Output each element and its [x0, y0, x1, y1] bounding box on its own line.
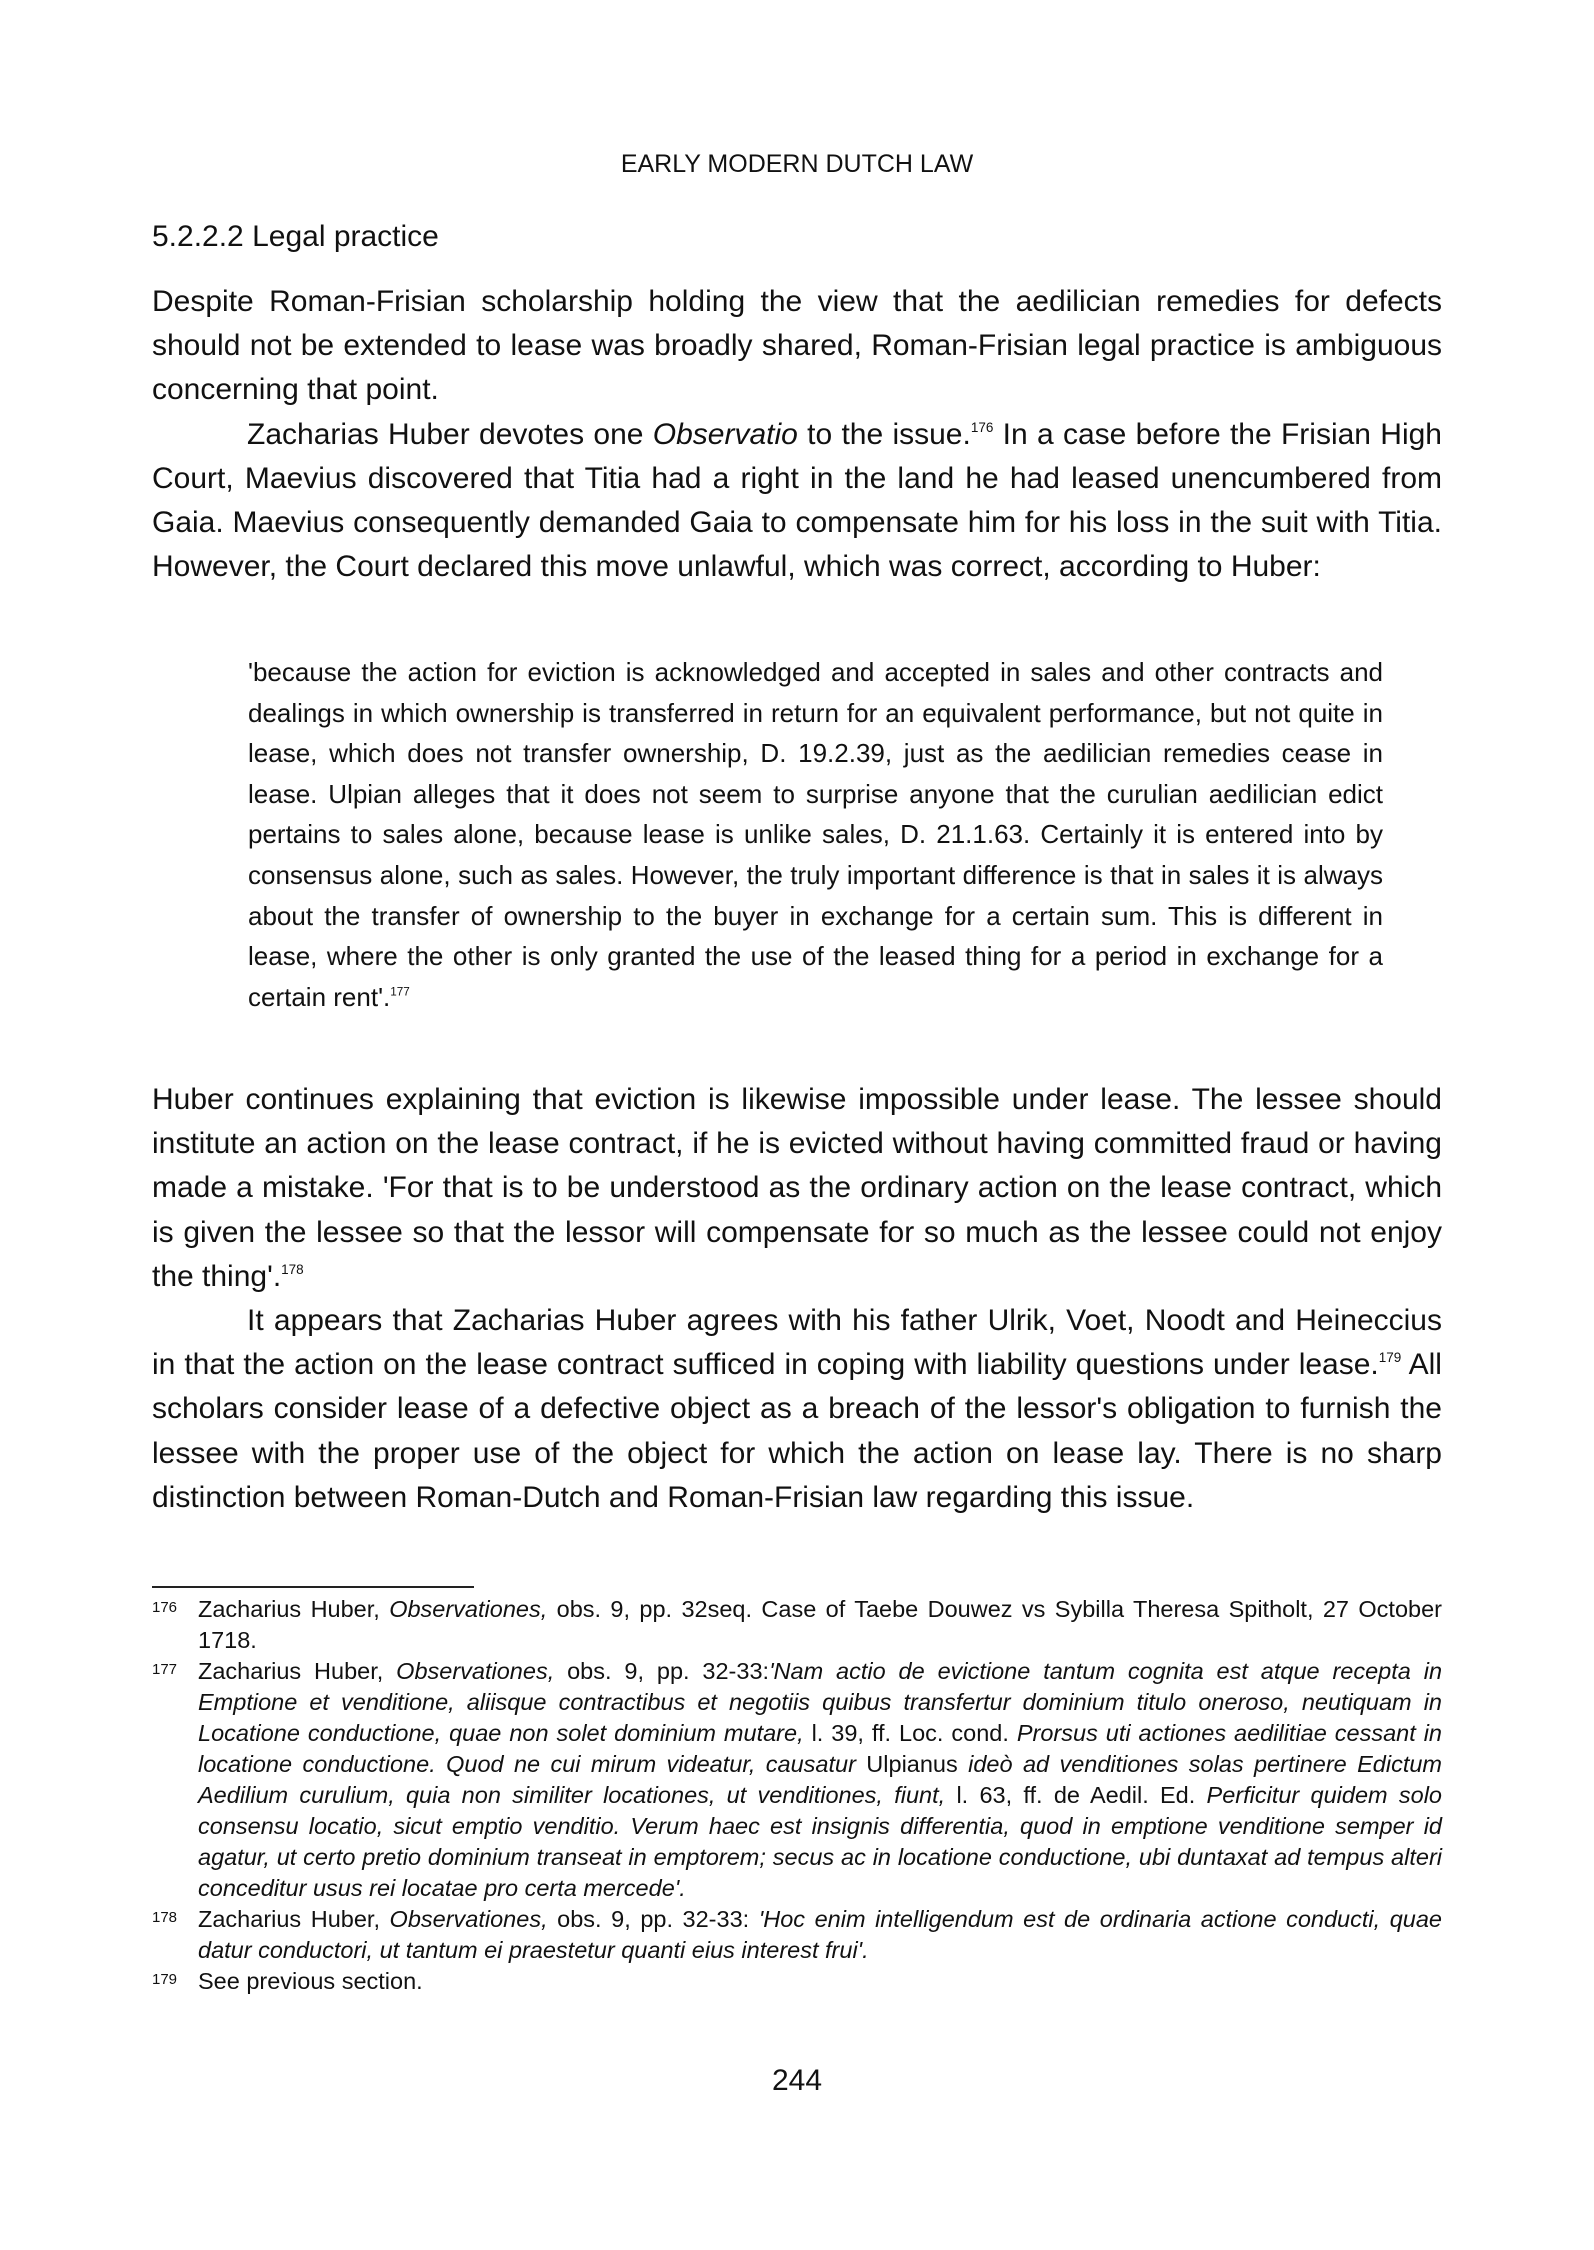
footnotes — [152, 1594, 1442, 1997]
text: Zacharias Huber devotes one — [247, 417, 653, 451]
text-italic: 'Nam actio de evictione tantum cognita est atque recepta in Emptione et venditione, aliisque contractibus et negotiis quibus transfertur dominium titulo oneroso, neutiquam in Locatione conductione, quae non solet dominium mutare, — [198, 1658, 1443, 1746]
footnote-ref[interactable]: 178 — [281, 1261, 304, 1277]
text: to the issue. — [797, 417, 971, 451]
text-italic: ideò ad venditiones solas pertinere Edictum Aedilium curulium, quia non similiter locationes, ut venditiones, fiunt, — [198, 1751, 1443, 1808]
footnote-ref[interactable]: 176 — [970, 419, 994, 435]
footnote-number: 179 — [152, 1971, 178, 1988]
footnote-176 — [152, 1594, 1442, 1656]
text-italic: 'Hoc enim intelligendum est de ordinaria actione conducti, quae datur conductori, ut tantum ei praestetur quanti eius interest frui'. — [198, 1906, 1442, 1963]
body-text-upper — [152, 280, 1442, 589]
text-italic: Observationes, — [389, 1596, 548, 1622]
text: obs. 9, pp. 32-33: — [554, 1658, 770, 1684]
footnote-177 — [152, 1656, 1442, 1904]
footnote-178 — [152, 1904, 1442, 1966]
block-quote — [248, 652, 1383, 1017]
text: All scholars consider lease of a defective object as a breach of the lessor's obligation to furnish the lessee with the proper use of the object for which the action on lease lay. There is no sharp distinction between Roman-Dutch and Roman-Frisian law regarding this issue. — [152, 1348, 1442, 1514]
text: Huber continues explaining that eviction is likewise impossible under lease. The lessee should institute an action on the lease contract, if he is evicted without having committed fraud or having made a mistake. 'For that is to be understood as the ordinary action on the lease contract, which is given the lessee so that the lessor will compensate for so much as the lessee could not enjoy the thing'. — [152, 1083, 1442, 1293]
paragraph — [152, 1078, 1442, 1299]
quote-text: 'because the action for eviction is acknowledged and accepted in sales and other contracts and dealings in which ownership is transferred in return for an equivalent performance, but not quite in lease, which does not transfer ownership, D. 19.2.39, just as the aedilician remedies cease in lease. Ulpian alleges that it does not seem to surprise anyone that the curulian aedilician edict pertains to sales alone, because lease is unlike sales, D. 21.1.63. Certainly it is entered into by consensus alone, such as sales. However, the truly important difference is that in sales it is always about the transfer of ownership to the buyer in exchange for a certain sum. This is different in lease, where the other is only granted the use of the leased thing for a period in exchange for a certain rent'. — [248, 657, 1383, 1012]
footnote-ref[interactable]: 177 — [390, 985, 410, 999]
page-number: 244 — [771, 2064, 823, 2097]
text: Zacharius Huber, — [198, 1658, 397, 1684]
text-italic: Perficitur quidem solo consensu locatio, sicut emptio venditio. Verum haec est insignis differentia, quod in emptione venditione semper id agatur, ut certo pretio dominium transeat in emptorem; secus ac in locatione conductione, ubi duntaxat ad tempus alteri conceditur usus rei locatae pro certa mercede'. — [198, 1782, 1442, 1901]
text-italic: Observationes, — [389, 1906, 548, 1932]
text: l. 63, ff. de Aedil. Ed. — [945, 1782, 1207, 1808]
text: Ulpianus — [855, 1751, 969, 1777]
text: l. 39, ff. Loc. cond. — [803, 1720, 1017, 1746]
running-head: EARLY MODERN DUTCH LAW — [620, 150, 974, 178]
text-italic: Observationes, — [396, 1658, 555, 1684]
footnote-number: 177 — [152, 1661, 178, 1678]
section-heading: 5.2.2.2 Legal practice — [152, 220, 439, 253]
footnote-179 — [152, 1966, 1442, 1997]
text: obs. 9, pp. 32seq. Case of Taebe Douwez vs Sybilla Theresa Spitholt, 27 October 1718. — [198, 1596, 1442, 1653]
text: Zacharius Huber, — [198, 1596, 390, 1622]
footnote-separator — [152, 1586, 474, 1588]
text-italic: Observatio — [652, 417, 798, 451]
paragraph — [152, 1299, 1442, 1520]
text-italic: Prorsus uti actiones aedilitiae cessant in locatione conductione. Quod ne cui mirum videatur, causatur — [198, 1720, 1443, 1777]
text: obs. 9, pp. 32-33: — [547, 1906, 759, 1932]
footnote-ref[interactable]: 179 — [1378, 1350, 1402, 1366]
text: Zacharius Huber, — [198, 1906, 390, 1932]
text: See previous section. — [198, 1968, 423, 1994]
footnote-number: 178 — [152, 1909, 178, 1926]
body-text-lower — [152, 1078, 1442, 1520]
paragraph — [152, 413, 1442, 590]
text: In a case before the Frisian High Court, Maevius discovered that Titia had a right in the land he had leased unencumbered from Gaia. Maevius consequently demanded Gaia to compensate him for his loss in the suit with Titia. However, the Court declared this move unlawful, which was correct, according to Huber: — [152, 417, 1442, 584]
paragraph: Despite Roman-Frisian scholarship holding the view that the aedilician remedies for defects should not be extended to lease was broadly shared, Roman-Frisian legal practice is ambiguous concerning that point. — [152, 285, 1442, 407]
text: It appears that Zacharias Huber agrees with his father Ulrik, Voet, Noodt and Heineccius in that the action on the lease contract sufficed in coping with liability questions under lease. — [152, 1304, 1442, 1382]
footnote-number: 176 — [152, 1599, 178, 1616]
